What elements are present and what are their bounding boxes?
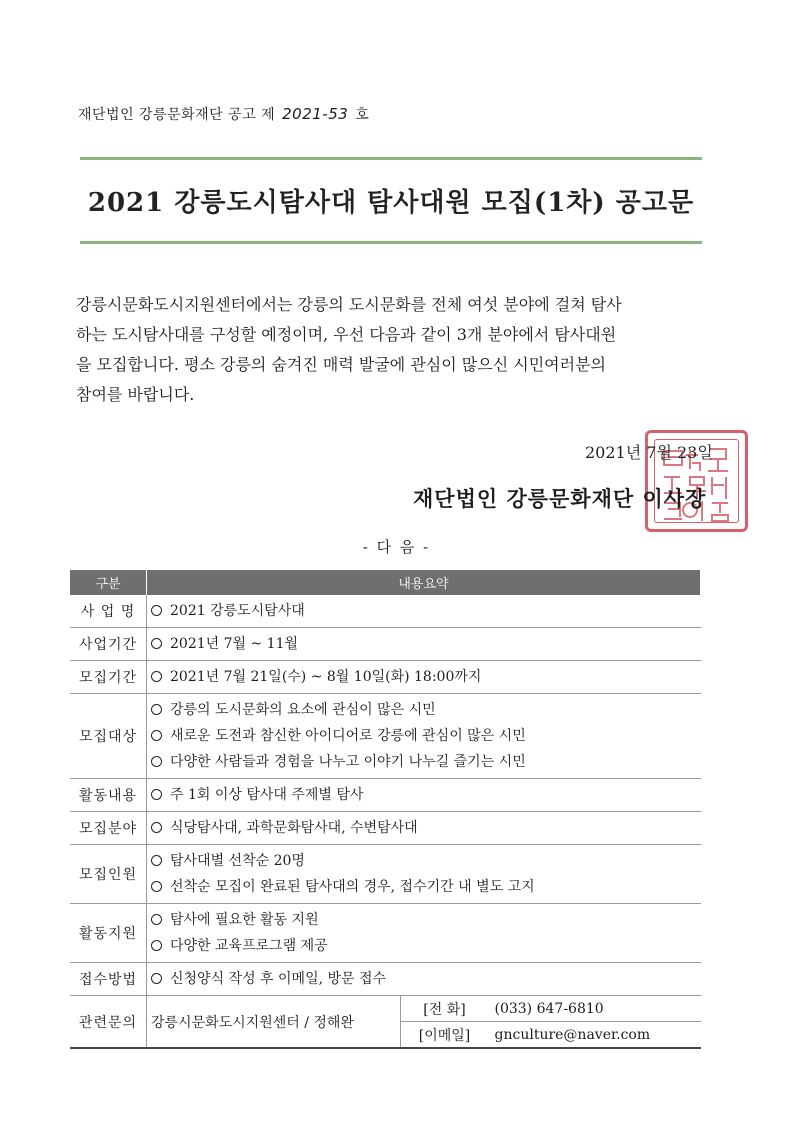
email-row: [401, 1021, 701, 1047]
title-bottom-rule: [80, 241, 702, 244]
intro-line: 하는 도시탐사대를 구성할 예정이며, 우선 다음과 같이 3개 분야에서 탐사대원: [76, 325, 617, 344]
row-label: 접수방법: [70, 963, 147, 996]
row-label: 모집분야: [70, 812, 147, 845]
circle-bullet-icon: [151, 638, 162, 649]
row-label: 사업기간: [70, 628, 147, 661]
row-content: [147, 904, 701, 963]
row-content: [147, 694, 701, 779]
contact-content: [147, 996, 701, 1049]
circle-bullet-icon: [151, 605, 162, 616]
row-content: [147, 661, 701, 694]
bullet-item: 선착순 모집이 완료된 탐사대의 경우, 접수기간 내 별도 고지: [151, 874, 695, 900]
announcement-date: 2021년 7월 23일: [585, 443, 713, 462]
bullet-item: 다양한 사람들과 경험을 나누고 이야기 나누길 즐기는 시민: [151, 749, 695, 775]
row-label: 모집기간: [70, 661, 147, 694]
row-content: [147, 595, 701, 628]
row-content: [147, 628, 701, 661]
announcement-number: [78, 104, 369, 124]
announcement-handwritten-number: 2021-53: [282, 105, 349, 123]
contact-row: [70, 996, 701, 1049]
bullet-item: 탐사대별 선착순 20명: [151, 848, 695, 874]
title-top-rule: [80, 157, 702, 160]
contact-label: 관련문의: [70, 996, 147, 1049]
table-row: [70, 779, 701, 812]
bullet-item: 새로운 도전과 참신한 아이디어로 강릉에 관심이 많은 시민: [151, 723, 695, 749]
phone-number: (033) 647-6810: [494, 1000, 604, 1017]
recruitment-summary-table: [70, 570, 701, 1049]
announcement-suffix: 호: [355, 107, 370, 123]
circle-bullet-icon: [151, 855, 162, 866]
circle-bullet-icon: [151, 704, 162, 715]
bullet-item: 주 1회 이상 탐사대 주제별 탐사: [151, 782, 695, 808]
document-title: 2021 강릉도시탐사대 탐사대원 모집(1차) 공고문: [87, 188, 695, 218]
row-content: [147, 812, 701, 845]
contact-person: 강릉시문화도시지원센터 / 정해완: [151, 1014, 354, 1031]
circle-bullet-icon: [151, 789, 162, 800]
header-category: 구분: [70, 570, 147, 595]
bullet-item: 2021년 7월 ~ 11월: [151, 631, 695, 657]
phone-row: [401, 996, 701, 1021]
announcement-prefix: 재단법인 강릉문화재단 공고 제: [78, 107, 276, 123]
table-row: [70, 694, 701, 779]
bullet-item: 탐사에 필요한 활동 지원: [151, 907, 695, 933]
table-row: [70, 595, 701, 628]
bullet-item: 2021 강릉도시탐사대: [151, 598, 695, 624]
contact-details: [400, 996, 701, 1047]
table-row: [70, 845, 701, 904]
email-label: [이메일]: [418, 1027, 471, 1044]
row-label: 모집인원: [70, 845, 147, 904]
email-address: gnculture@naver.com: [494, 1026, 651, 1043]
circle-bullet-icon: [151, 881, 162, 892]
row-label: 활동지원: [70, 904, 147, 963]
table-header-row: [70, 570, 701, 595]
table-row: [70, 812, 701, 845]
phone-label: [전 화]: [423, 1001, 466, 1018]
title-block: [80, 157, 702, 247]
row-content: [147, 779, 701, 812]
circle-bullet-icon: [151, 756, 162, 767]
row-label: 모집대상: [70, 694, 147, 779]
table-row: [70, 904, 701, 963]
row-label: 활동내용: [70, 779, 147, 812]
section-title: - 다 음 -: [362, 538, 431, 556]
circle-bullet-icon: [151, 671, 162, 682]
circle-bullet-icon: [151, 730, 162, 741]
intro-line: 강릉시문화도시지원센터에서는 강릉의 도시문화를 전체 여섯 분야에 걸쳐 탐사: [76, 295, 622, 314]
intro-paragraph: [76, 290, 716, 410]
circle-bullet-icon: [151, 822, 162, 833]
table-row: [70, 661, 701, 694]
issuing-organization: 재단법인 강릉문화재단 이사장: [413, 486, 707, 511]
bullet-item: 다양한 교육프로그램 제공: [151, 933, 695, 959]
table-row: [70, 963, 701, 996]
row-content: [147, 845, 701, 904]
bullet-item: 신청양식 작성 후 이메일, 방문 접수: [151, 966, 695, 992]
circle-bullet-icon: [151, 914, 162, 925]
header-summary: 내용요약: [147, 570, 701, 595]
intro-line: 을 모집합니다. 평소 강릉의 숨겨진 매력 발굴에 관심이 많으신 시민여러분의: [76, 355, 606, 374]
row-label: 사 업 명: [70, 595, 147, 628]
row-content: [147, 963, 701, 996]
circle-bullet-icon: [151, 940, 162, 951]
table-row: [70, 628, 701, 661]
circle-bullet-icon: [151, 973, 162, 984]
intro-line: 참여를 바랍니다.: [76, 385, 195, 404]
bullet-item: 2021년 7월 21일(수) ~ 8월 10일(화) 18:00까지: [151, 664, 695, 690]
bullet-item: 강릉의 도시문화의 요소에 관심이 많은 시민: [151, 697, 695, 723]
bullet-item: 식당탐사대, 과학문화탐사대, 수변탐사대: [151, 815, 695, 841]
